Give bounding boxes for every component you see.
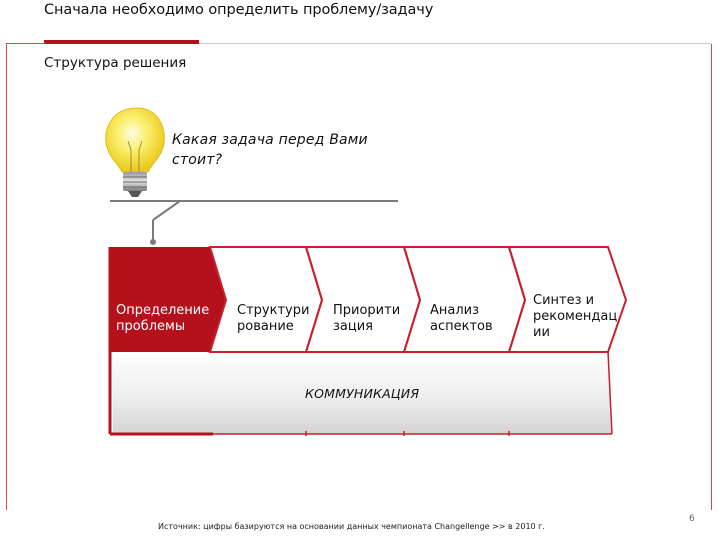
step-4-line-1: Анализ (430, 303, 480, 318)
question-text (172, 130, 368, 170)
step-3-line-2: зация (333, 319, 373, 334)
question-line-2: стоит? (172, 152, 223, 168)
switch-lever (153, 201, 180, 220)
step-3-line-1: Приорити (333, 303, 401, 318)
step-1-line-1: Определение (116, 303, 210, 318)
step-chevron-2 (210, 247, 322, 352)
step-label-analysis (430, 303, 493, 335)
communication-label: КОММУНИКАЦИЯ (305, 386, 420, 401)
step-5-line-3: ии (533, 325, 550, 340)
step-label-prioritization (333, 303, 400, 335)
question-line-1: Какая задача перед Вами (172, 132, 368, 148)
step-2-line-2: рование (237, 319, 294, 334)
page-number: 6 (689, 514, 695, 524)
step-chevron-4 (404, 247, 525, 352)
step-label-problem-definition (116, 303, 209, 335)
light-bulb-icon (106, 108, 165, 197)
step-chevron-1 (110, 247, 226, 352)
slide-title: Сначала необходимо определить проблему/задачу (44, 2, 434, 18)
step-1-line-2: проблемы (116, 319, 186, 334)
step-chevron-3 (306, 247, 420, 352)
step-5-line-2: рекомендац (533, 309, 618, 324)
source-note: Источник: цифры базируются на основании данных чемпионата Changellenge >> в 2010 г. (158, 522, 545, 531)
step-label-synthesis (533, 293, 617, 341)
section-subtitle: Структура решения (44, 55, 187, 71)
step-2-line-1: Структури (237, 303, 310, 318)
step-5-line-1: Синтез и (533, 293, 595, 308)
step-4-line-2: аспектов (430, 319, 493, 334)
step-label-structuring (237, 303, 309, 335)
switch-pivot (150, 239, 156, 245)
